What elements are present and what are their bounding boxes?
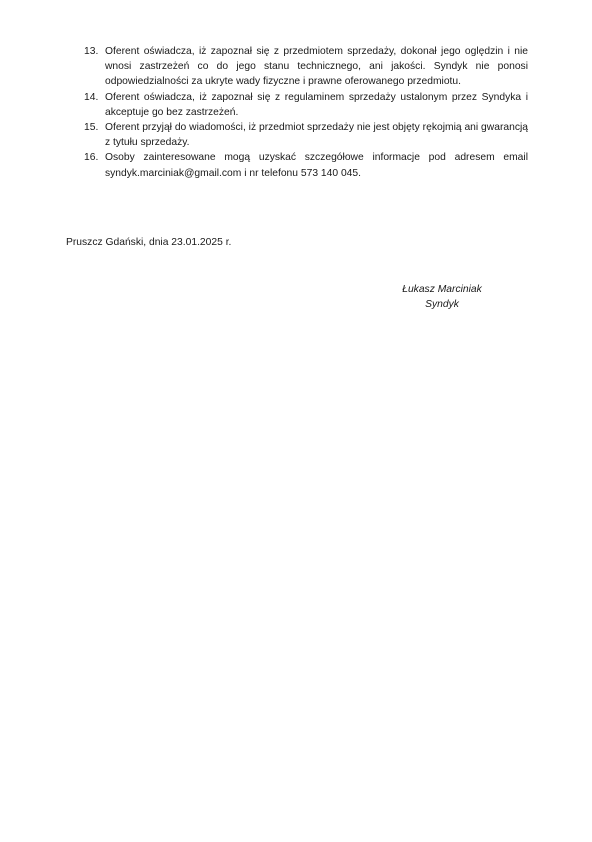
item-number: 14. [84, 91, 99, 103]
item-text: Osoby zainteresowane mogą uzyskać szczegółowe informacje pod adresem email syndyk.marciniak@gmail.com i nr telefonu 573 140 045. [105, 152, 528, 179]
item-number: 16. [84, 152, 99, 164]
list-item [84, 120, 528, 150]
list-item [84, 150, 528, 180]
list-item [84, 44, 528, 90]
signature-role: Syndyk [425, 299, 459, 310]
item-text: Oferent oświadcza, iż zapoznał się z przedmiotem sprzedaży, dokonał jego oględzin i nie wnosi zastrzeżeń co do jego stanu technicznego, ani jakości. Syndyk nie ponosi odpowiedzialności za ukryte wady fizyczne i prawne oferowanego przedmiotu. [105, 46, 528, 88]
item-number: 15. [84, 122, 99, 134]
signature-name: Łukasz Marciniak [402, 284, 482, 295]
place-and-date: Pruszcz Gdański, dnia 23.01.2025 r. [66, 237, 232, 248]
item-number: 13. [84, 46, 99, 57]
item-text: Oferent przyjął do wiadomości, iż przedmiot sprzedaży nie jest objęty rękojmią ani gwarancją z tytułu sprzedaży. [105, 122, 528, 149]
list-item [84, 90, 528, 120]
terms-list [84, 44, 528, 181]
item-text: Oferent oświadcza, iż zapoznał się z regulaminem sprzedaży ustalonym przez Syndyka i akceptuje go bez zastrzeżeń. [105, 91, 528, 118]
signature-block [380, 282, 504, 312]
